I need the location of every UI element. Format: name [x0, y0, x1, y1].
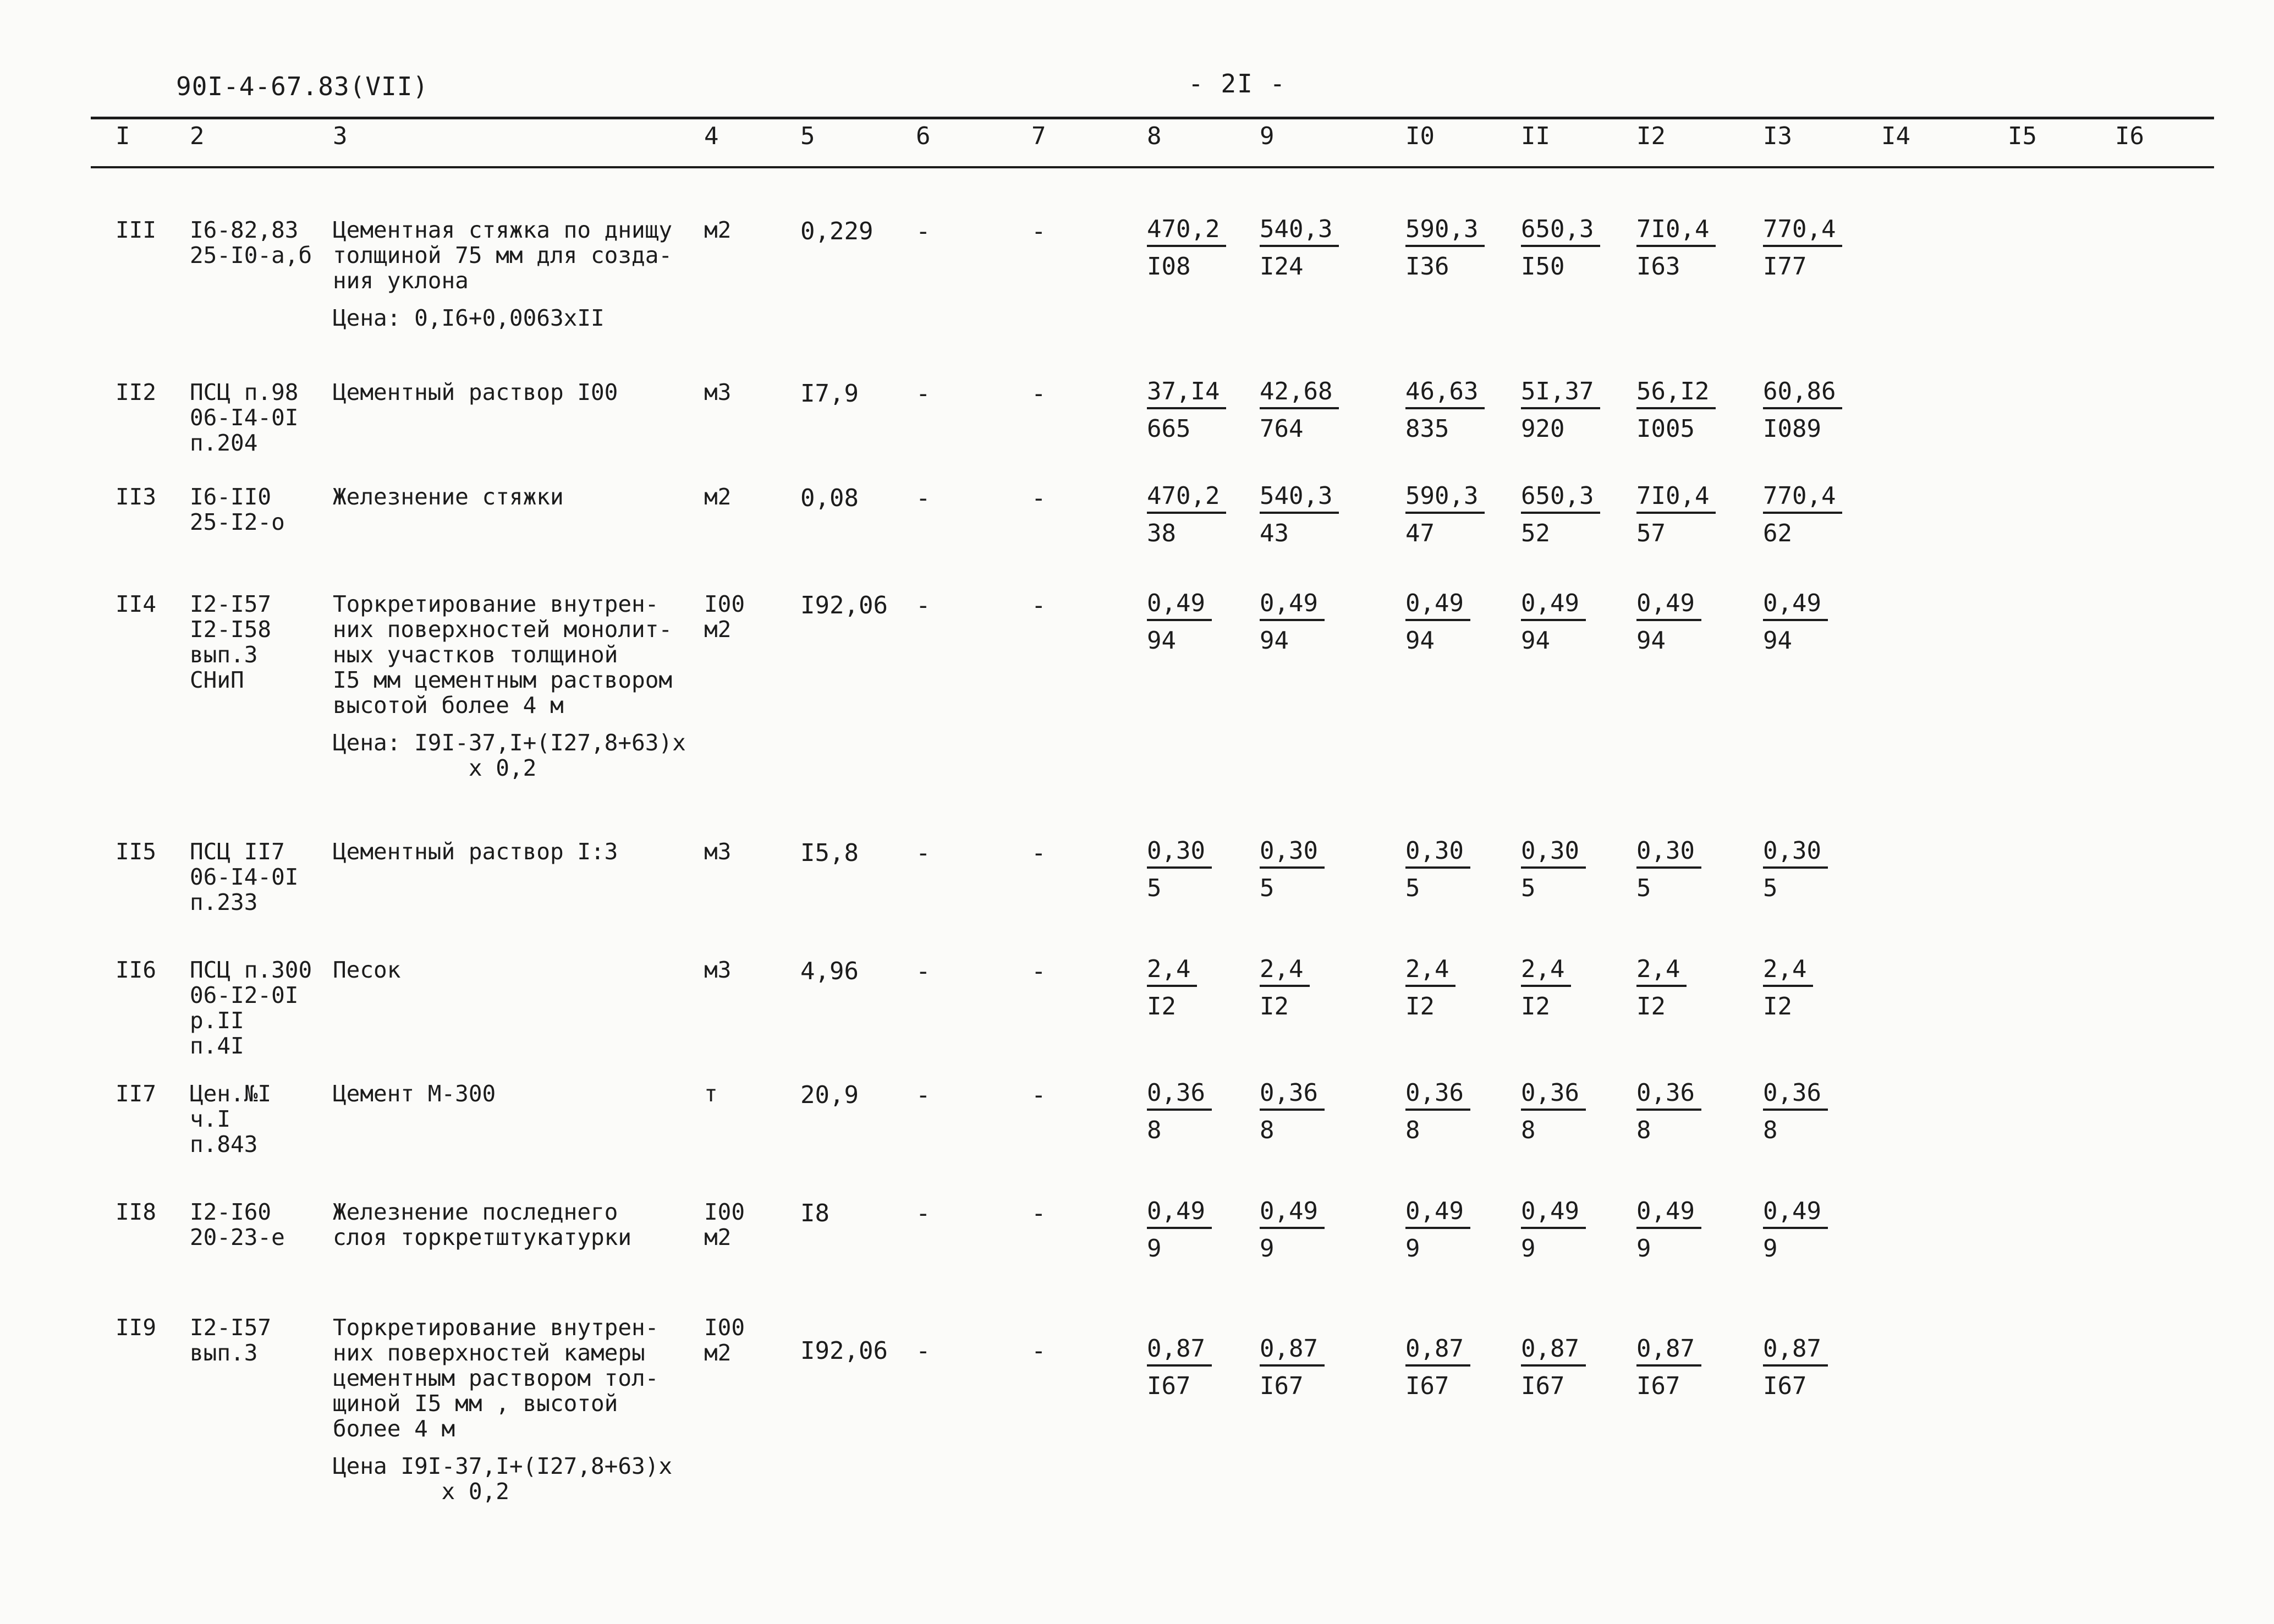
- cost-fraction: [1763, 1199, 1828, 1261]
- cost-fraction: [1763, 484, 1842, 546]
- col7-dash: -: [1031, 839, 1046, 867]
- table-header-rule: [91, 166, 2214, 168]
- col7-dash: -: [1031, 1081, 1046, 1109]
- col6-dash: -: [916, 957, 931, 985]
- cost-fraction: [1763, 957, 1813, 1019]
- unit-price: 0,87: [1147, 1337, 1212, 1367]
- column-header-3: 3: [333, 122, 348, 150]
- unit-price: 2,4: [1405, 957, 1455, 987]
- total-cost: 47: [1405, 519, 1435, 547]
- col7-dash: -: [1031, 591, 1046, 619]
- unit-price: 0,49: [1521, 1199, 1586, 1229]
- unit-price: 650,3: [1521, 484, 1600, 514]
- row-number: II4: [116, 591, 157, 617]
- work-description: Железнение стяжки: [333, 484, 564, 510]
- total-cost: I2: [1260, 992, 1289, 1021]
- quantity: I92,06: [800, 591, 888, 619]
- price-formula: Цена: I9I-37,I+(I27,8+63)х х 0,2: [333, 729, 686, 781]
- total-cost: 62: [1763, 519, 1792, 547]
- row-number: II2: [116, 379, 157, 405]
- unit-price: 37,I4: [1147, 380, 1226, 409]
- col6-dash: -: [916, 217, 931, 245]
- total-cost: 5: [1260, 874, 1275, 902]
- table-top-rule: [91, 117, 2214, 119]
- total-cost: 9: [1405, 1235, 1420, 1263]
- unit-price: 0,30: [1763, 839, 1828, 869]
- total-cost: 52: [1521, 519, 1550, 547]
- cost-fraction: [1636, 1337, 1701, 1398]
- cost-fraction: [1521, 377, 1600, 443]
- cost-fraction: [1260, 1081, 1325, 1143]
- unit-price: 46,63: [1405, 380, 1485, 409]
- col7-dash: -: [1031, 217, 1046, 245]
- total-cost: 8: [1521, 1116, 1536, 1144]
- unit-price: 7I0,4: [1636, 217, 1716, 247]
- unit-price: 0,36: [1147, 1081, 1212, 1111]
- row-number: II8: [116, 1199, 157, 1225]
- cost-fraction: [1763, 1081, 1828, 1143]
- col7-dash: -: [1031, 957, 1046, 985]
- cost-fraction: [1521, 1081, 1586, 1143]
- column-header-8: 8: [1147, 122, 1162, 150]
- cost-fraction: [1521, 484, 1600, 546]
- unit-of-measure: м2: [704, 217, 732, 243]
- total-cost: 94: [1147, 627, 1176, 655]
- unit-of-measure: I00 м2: [704, 1199, 745, 1250]
- total-cost: 764: [1260, 415, 1304, 443]
- unit-price: 2,4: [1521, 957, 1571, 987]
- unit-price: 7I0,4: [1636, 484, 1716, 514]
- column-header-2: 2: [190, 122, 205, 150]
- total-cost: 8: [1636, 1116, 1651, 1144]
- unit-of-measure: м3: [704, 379, 732, 405]
- work-description: Цементный раствор I00: [333, 379, 618, 405]
- quantity: I5,8: [800, 839, 859, 867]
- cost-fraction: [1763, 839, 1828, 901]
- cost-fraction: [1521, 591, 1586, 653]
- unit-price: 0,30: [1147, 839, 1212, 869]
- cost-fraction: [1636, 1199, 1701, 1261]
- total-cost: I2: [1763, 992, 1792, 1021]
- unit-price: 0,49: [1636, 1199, 1701, 1229]
- unit-price: 470,2: [1147, 217, 1226, 247]
- rate-code: I2-I60 20-23-е: [190, 1199, 285, 1250]
- total-cost: 5: [1763, 874, 1778, 902]
- unit-price: 0,87: [1636, 1337, 1701, 1367]
- cost-fraction: [1260, 377, 1339, 443]
- total-cost: 94: [1763, 627, 1792, 655]
- total-cost: 94: [1636, 627, 1666, 655]
- cost-fraction: [1763, 217, 1842, 279]
- unit-price: 0,49: [1405, 1199, 1470, 1229]
- total-cost: I2: [1636, 992, 1666, 1021]
- total-cost: 5: [1405, 874, 1420, 902]
- unit-price: 0,49: [1636, 591, 1701, 621]
- page-number: - 2I -: [1188, 69, 1287, 98]
- column-header-7: 7: [1031, 122, 1046, 150]
- cost-fraction: [1260, 217, 1339, 279]
- column-header-5: 5: [800, 122, 815, 150]
- unit-price: 540,3: [1260, 484, 1339, 514]
- unit-of-measure: т: [704, 1080, 718, 1107]
- quantity: 0,08: [800, 484, 859, 512]
- column-header-9: 9: [1260, 122, 1275, 150]
- total-cost: I67: [1147, 1372, 1191, 1400]
- document-code: 90I-4-67.83(VII): [176, 72, 429, 101]
- unit-price: 2,4: [1260, 957, 1310, 987]
- price-formula: Цена: 0,I6+0,0063хII: [333, 305, 605, 331]
- cost-fraction: [1636, 839, 1701, 901]
- cost-fraction: [1636, 377, 1716, 443]
- price-formula: Цена I9I-37,I+(I27,8+63)х х 0,2: [333, 1453, 673, 1505]
- cost-fraction: [1405, 1337, 1470, 1398]
- cost-fraction: [1260, 1199, 1325, 1261]
- total-cost: 43: [1260, 519, 1289, 547]
- total-cost: 94: [1260, 627, 1289, 655]
- unit-price: 2,4: [1147, 957, 1197, 987]
- col7-dash: -: [1031, 1199, 1046, 1227]
- unit-price: 0,87: [1260, 1337, 1325, 1367]
- cost-fraction: [1147, 1081, 1212, 1143]
- unit-of-measure: I00 м2: [704, 1314, 745, 1366]
- total-cost: 835: [1405, 415, 1449, 443]
- work-description: Песок: [333, 957, 401, 983]
- cost-fraction: [1405, 1081, 1470, 1143]
- cost-fraction: [1405, 484, 1485, 546]
- total-cost: 57: [1636, 519, 1666, 547]
- cost-fraction: [1636, 1081, 1701, 1143]
- quantity: 4,96: [800, 957, 859, 985]
- unit-price: 0,49: [1147, 591, 1212, 621]
- cost-fraction: [1260, 1337, 1325, 1398]
- cost-fraction: [1636, 591, 1701, 653]
- unit-price: 42,68: [1260, 380, 1339, 409]
- total-cost: I77: [1763, 253, 1807, 281]
- row-number: II3: [116, 484, 157, 510]
- unit-price: 0,49: [1260, 1199, 1325, 1229]
- total-cost: 920: [1521, 415, 1565, 443]
- column-header-12: I2: [1636, 122, 1666, 150]
- quantity: I92,06: [800, 1337, 888, 1365]
- column-header-15: I5: [2008, 122, 2037, 150]
- cost-fraction: [1521, 957, 1571, 1019]
- total-cost: I089: [1763, 415, 1821, 443]
- row-number: II9: [116, 1314, 157, 1341]
- total-cost: I2: [1405, 992, 1435, 1021]
- total-cost: I08: [1147, 253, 1191, 281]
- unit-price: 0,36: [1260, 1081, 1325, 1111]
- row-number: II6: [116, 957, 157, 983]
- cost-fraction: [1147, 957, 1197, 1019]
- cost-fraction: [1260, 591, 1325, 653]
- total-cost: I36: [1405, 253, 1449, 281]
- cost-fraction: [1405, 957, 1455, 1019]
- cost-fraction: [1260, 957, 1310, 1019]
- column-header-1: I: [116, 122, 130, 150]
- cost-fraction: [1147, 217, 1226, 279]
- total-cost: 8: [1405, 1116, 1420, 1144]
- unit-price: 0,49: [1763, 591, 1828, 621]
- unit-price: 56,I2: [1636, 380, 1716, 409]
- cost-fraction: [1405, 377, 1485, 443]
- unit-price: 590,3: [1405, 484, 1485, 514]
- col6-dash: -: [916, 839, 931, 867]
- total-cost: 8: [1260, 1116, 1275, 1144]
- cost-fraction: [1147, 1337, 1212, 1398]
- row-number: III: [116, 217, 157, 243]
- work-description: Цементная стяжка по днищу толщиной 75 мм для созда- ния уклона: [333, 217, 673, 294]
- cost-fraction: [1405, 1199, 1470, 1261]
- column-header-10: I0: [1405, 122, 1435, 150]
- col6-dash: -: [916, 1337, 931, 1365]
- cost-fraction: [1763, 377, 1842, 443]
- rate-code: ПСЦ п.300 06-I2-0I р.II п.4I: [190, 957, 312, 1059]
- unit-price: 0,36: [1405, 1081, 1470, 1111]
- unit-price: 0,30: [1521, 839, 1586, 869]
- col7-dash: -: [1031, 484, 1046, 512]
- work-description: Торкретирование внутрен- них поверхностей камеры цементным раствором тол- щиной I5 мм , высотой более 4 м: [333, 1314, 659, 1442]
- rate-code: ПСЦ п.98 06-I4-0I п.204: [190, 379, 299, 456]
- rate-code: I2-I57 I2-I58 вып.3 СНиП: [190, 591, 272, 693]
- unit-price: 5I,37: [1521, 380, 1600, 409]
- cost-fraction: [1763, 591, 1828, 653]
- cost-fraction: [1147, 1199, 1212, 1261]
- cost-fraction: [1521, 217, 1600, 279]
- column-header-6: 6: [916, 122, 931, 150]
- quantity: 0,229: [800, 217, 874, 245]
- total-cost: 8: [1763, 1116, 1778, 1144]
- total-cost: I005: [1636, 415, 1695, 443]
- total-cost: I2: [1147, 992, 1176, 1021]
- total-cost: 9: [1636, 1235, 1651, 1263]
- unit-price: 0,36: [1636, 1081, 1701, 1111]
- total-cost: 9: [1763, 1235, 1778, 1263]
- quantity: I8: [800, 1199, 830, 1227]
- total-cost: I67: [1636, 1372, 1680, 1400]
- work-description: Торкретирование внутрен- них поверхностей монолит- ных участков толщиной I5 мм цементным раствором высотой более 4 м: [333, 591, 673, 718]
- work-description: Цементный раствор I:3: [333, 838, 618, 865]
- row-number: II5: [116, 838, 157, 865]
- column-header-4: 4: [704, 122, 719, 150]
- unit-price: 0,49: [1405, 591, 1470, 621]
- unit-price: 0,49: [1521, 591, 1586, 621]
- unit-price: 2,4: [1636, 957, 1687, 987]
- work-description: Железнение последнего слоя торкретштукатурки: [333, 1199, 632, 1250]
- unit-price: 770,4: [1763, 484, 1842, 514]
- unit-price: 470,2: [1147, 484, 1226, 514]
- cost-fraction: [1147, 591, 1212, 653]
- quantity: I7,9: [800, 380, 859, 408]
- cost-fraction: [1405, 591, 1470, 653]
- col7-dash: -: [1031, 1337, 1046, 1365]
- total-cost: 665: [1147, 415, 1191, 443]
- rate-code: I6-II0 25-I2-о: [190, 484, 285, 535]
- column-header-14: I4: [1881, 122, 1910, 150]
- total-cost: 94: [1405, 627, 1435, 655]
- total-cost: I67: [1763, 1372, 1807, 1400]
- unit-price: 0,36: [1521, 1081, 1586, 1111]
- total-cost: I50: [1521, 253, 1565, 281]
- cost-fraction: [1521, 839, 1586, 901]
- total-cost: 38: [1147, 519, 1176, 547]
- cost-fraction: [1521, 1199, 1586, 1261]
- total-cost: 9: [1147, 1235, 1162, 1263]
- unit-price: 0,49: [1147, 1199, 1212, 1229]
- unit-price: 60,86: [1763, 380, 1842, 409]
- rate-code: ПСЦ II7 06-I4-0I п.233: [190, 838, 299, 915]
- col7-dash: -: [1031, 380, 1046, 408]
- rate-code: I6-82,83 25-I0-а,б: [190, 217, 312, 268]
- cost-fraction: [1147, 839, 1212, 901]
- unit-price: 0,36: [1763, 1081, 1828, 1111]
- unit-price: 0,30: [1636, 839, 1701, 869]
- cost-fraction: [1405, 839, 1470, 901]
- total-cost: 94: [1521, 627, 1550, 655]
- cost-fraction: [1636, 957, 1687, 1019]
- col6-dash: -: [916, 380, 931, 408]
- cost-fraction: [1147, 484, 1226, 546]
- column-header-11: II: [1521, 122, 1550, 150]
- quantity: 20,9: [800, 1081, 859, 1109]
- cost-fraction: [1763, 1337, 1828, 1398]
- unit-price: 590,3: [1405, 217, 1485, 247]
- unit-price: 2,4: [1763, 957, 1813, 987]
- unit-price: 0,30: [1260, 839, 1325, 869]
- cost-fraction: [1147, 377, 1226, 443]
- cost-fraction: [1260, 484, 1339, 546]
- total-cost: 5: [1147, 874, 1162, 902]
- total-cost: I67: [1260, 1372, 1304, 1400]
- total-cost: I67: [1521, 1372, 1565, 1400]
- rate-code: Цен.№I ч.I п.843: [190, 1080, 272, 1157]
- total-cost: 5: [1636, 874, 1651, 902]
- col6-dash: -: [916, 1081, 931, 1109]
- col6-dash: -: [916, 1199, 931, 1227]
- unit-of-measure: I00 м2: [704, 591, 745, 643]
- unit-price: 770,4: [1763, 217, 1842, 247]
- unit-of-measure: м2: [704, 484, 732, 510]
- cost-fraction: [1521, 1337, 1586, 1398]
- column-header-13: I3: [1763, 122, 1792, 150]
- total-cost: I2: [1521, 992, 1550, 1021]
- cost-fraction: [1636, 484, 1716, 546]
- column-header-16: I6: [2115, 122, 2144, 150]
- unit-price: 0,87: [1405, 1337, 1470, 1367]
- unit-price: 0,87: [1521, 1337, 1586, 1367]
- unit-price: 540,3: [1260, 217, 1339, 247]
- total-cost: I67: [1405, 1372, 1449, 1400]
- work-description: Цемент М-300: [333, 1080, 496, 1107]
- cost-fraction: [1260, 839, 1325, 901]
- total-cost: I63: [1636, 253, 1680, 281]
- total-cost: 9: [1260, 1235, 1275, 1263]
- unit-price: 0,49: [1763, 1199, 1828, 1229]
- total-cost: 9: [1521, 1235, 1536, 1263]
- rate-code: I2-I57 вып.3: [190, 1314, 272, 1366]
- cost-fraction: [1636, 217, 1716, 279]
- total-cost: 5: [1521, 874, 1536, 902]
- unit-price: 0,49: [1260, 591, 1325, 621]
- unit-price: 0,30: [1405, 839, 1470, 869]
- unit-price: 650,3: [1521, 217, 1600, 247]
- total-cost: 8: [1147, 1116, 1162, 1144]
- unit-of-measure: м3: [704, 957, 732, 983]
- cost-fraction: [1405, 217, 1485, 279]
- unit-price: 0,87: [1763, 1337, 1828, 1367]
- unit-of-measure: м3: [704, 838, 732, 865]
- total-cost: I24: [1260, 253, 1304, 281]
- col6-dash: -: [916, 484, 931, 512]
- row-number: II7: [116, 1080, 157, 1107]
- col6-dash: -: [916, 591, 931, 619]
